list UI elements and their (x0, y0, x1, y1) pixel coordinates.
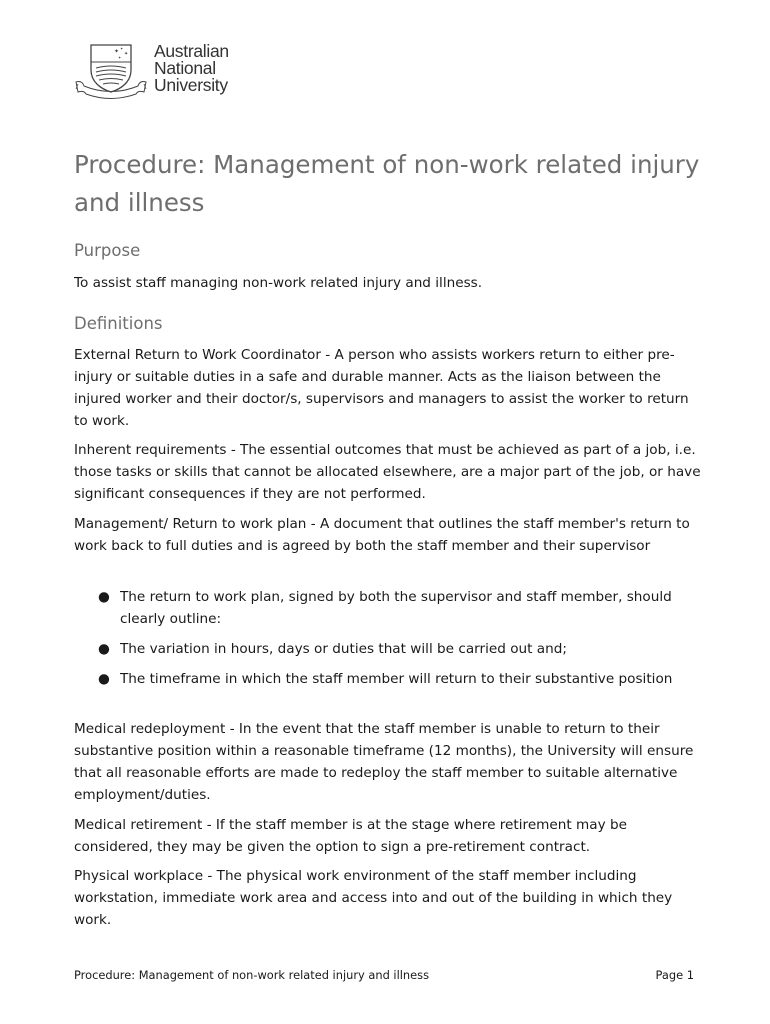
definition-management-rtw-plan (74, 513, 706, 557)
purpose-text: To assist staff managing non-work related injury and illness. (74, 275, 483, 291)
logo-line-australian: Australian (154, 41, 229, 61)
definitions-heading: Definitions (74, 314, 163, 333)
definition-term: Medical retirement (74, 817, 203, 833)
svg-text:✦: ✦ (120, 46, 124, 51)
definition-physical-workplace (74, 865, 706, 931)
definition-medical-redeployment (74, 718, 706, 806)
definition-medical-retirement (74, 814, 706, 858)
definition-term: Management/ Return to work plan (74, 516, 307, 532)
anu-logo (74, 42, 244, 100)
bullet-icon: ● (98, 671, 110, 687)
list-item (74, 668, 706, 690)
definition-term: Physical workplace (74, 868, 204, 884)
definition-term: Medical redeployment (74, 721, 226, 737)
page-number: Page 1 (655, 968, 694, 982)
definition-text: - In the event that the staff member is unable to return to their substantive position within a reasonable timeframe (12 months), the University will ensure that all reasonable efforts are made to redeploy the staff member to suitable alternative employment/duties. (74, 721, 694, 803)
plan-bullet-list (74, 586, 706, 690)
definition-text: - A person who assists workers return to either pre-injury or suitable duties in a safe and durable manner. Acts as the liaison between the injured worker and their doctor/s, supervisors and managers to assist the worker to return to work. (74, 347, 689, 429)
definition-text: - The physical work environment of the staff member including workstation, immediate work area and access into and out of the building in which they work. (74, 868, 673, 928)
definition-text: - The essential outcomes that must be achieved as part of a job, i.e. those tasks or skills that cannot be allocated elsewhere, are a major part of the job, or have significant consequences if they are not performed. (74, 442, 701, 502)
list-item-text: The timeframe in which the staff member will return to their substantive position (120, 671, 673, 687)
bullet-icon: ● (98, 641, 110, 657)
page-title: Procedure: Management of non-work related injury and illness (74, 150, 700, 217)
list-item-text: The return to work plan, signed by both the supervisor and staff member, should clearly outline: (120, 589, 672, 627)
definition-inherent-requirements (74, 439, 706, 505)
definition-external-rtw-coordinator (74, 344, 706, 432)
svg-text:✦: ✦ (124, 51, 129, 57)
logo-line-university: University (154, 75, 228, 95)
definition-text: - If the staff member is at the stage where retirement may be considered, they may be given the option to sign a pre-retirement contract. (74, 817, 627, 855)
logo-wordmark (154, 43, 229, 94)
page-footer (74, 967, 694, 983)
definition-term: Inherent requirements (74, 442, 227, 458)
definition-term: External Return to Work Coordinator (74, 347, 321, 363)
bullet-icon: ● (98, 589, 110, 605)
list-item-text: The variation in hours, days or duties that will be carried out and; (120, 641, 567, 657)
footer-title: Procedure: Management of non-work related injury and illness (74, 968, 430, 982)
list-item (74, 586, 706, 630)
anu-crest-icon (74, 42, 148, 100)
definition-text: - A document that outlines the staff member's return to work back to full duties and is agreed by both the staff member and their supervisor (74, 516, 690, 554)
logo-line-national: National (154, 58, 216, 78)
svg-text:✦: ✦ (114, 48, 120, 55)
purpose-heading: Purpose (74, 241, 141, 260)
svg-text:✦: ✦ (118, 55, 122, 60)
list-item (74, 638, 706, 660)
